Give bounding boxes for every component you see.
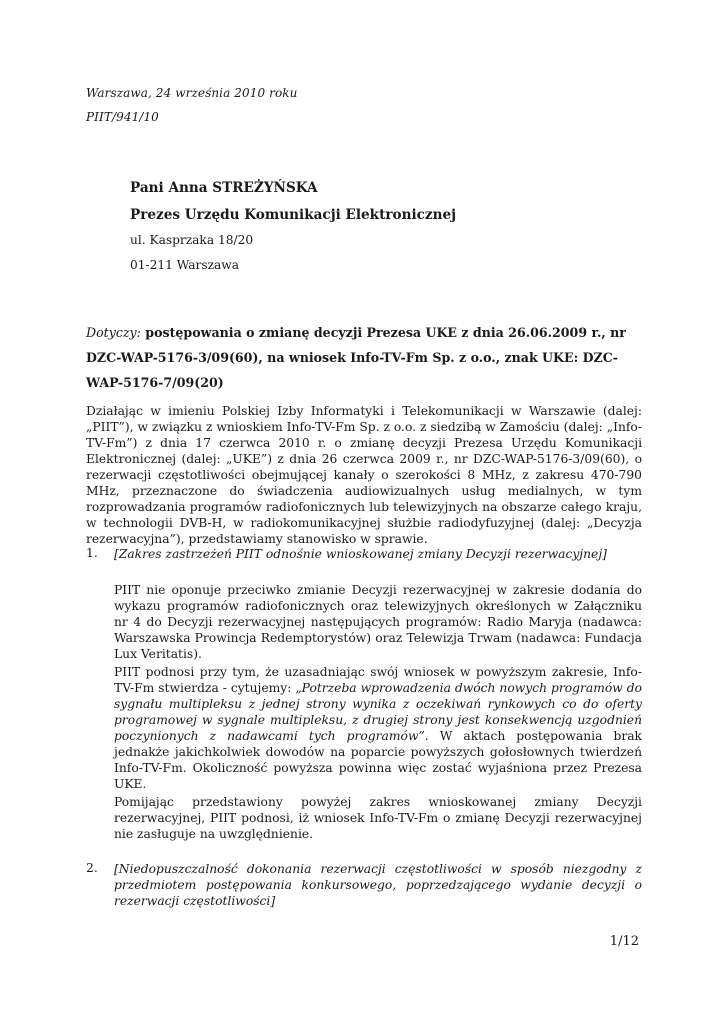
- place-date: Warszawa, 24 września 2010 roku: [86, 86, 298, 100]
- section-paragraph: PIIT nie oponuje przeciwko zmianie Decyzji rezerwacyjnej w zakresie dodania do wykazu programów radiofonicznych oraz telewizyjnych określonych w Załączniku nr 4 do Decyzji rezerwacyjnej następujących programów: Radio Maryja (nadawca: Warszawska Prowincja Redemptorystów) oraz Telewizja Trwam (nadawca: Fundacja Lux Veritatis).: [114, 583, 642, 661]
- intro-paragraph: Działając w imieniu Polskiej Izby Informatyki i Telekomunikacji w Warszawie (dalej: „PIIT”), w związku z wnioskiem Info-TV-Fm Sp. z o.o. z siedzibą w Zamościu (dalej: „Info-TV-Fm”) z dnia 17 czerwca 2010 r. o zmianę decyzji Prezesa Urzędu Komunikacji Elektronicznej (dalej: „UKE”) z dnia 26 czerwca 2009 r., nr DZC-WAP-5176-3/09(60), o rezerwacji częstotliwości obejmującej kanały o szerokości 8 MHz, z zakresu 470-790 MHz, przeznaczone do świadczenia audiowizualnych usług medialnych, w tym rozprowadzania programów radiofonicznych lub telewizyjnych na obszarze całego kraju, w technologii DVB-H, w radiokomunikacyjnej służbie radiodyfuzyjnej (dalej: „Decyzja rezerwacyjna”), przedstawiamy stanowisko w sprawie.: [86, 404, 642, 546]
- recipient-street: ul. Kasprzaka 18/20: [130, 233, 254, 247]
- section-number: 1.: [86, 546, 98, 560]
- reference-number: PIIT/941/10: [86, 110, 159, 124]
- section-number: 2.: [86, 861, 98, 875]
- section-paragraph: Pomijając przedstawiony powyżej zakres wnioskowanej zmiany Decyzji rezerwacyjnej, PIIT podnosi, iż wniosek Info-TV-Fm o zmianę Decyzji rezerwacyjnej nie zasługuje na uwzględnienie.: [114, 795, 642, 841]
- paragraph-text: PIIT podnosi przy tym, że uzasadniając swój wniosek w powyższym zakresie, Info-TV-Fm stwierdza - cytujemy:: [114, 665, 642, 695]
- quotation: „Potrzeba wprowadzenia dwóch nowych programów do sygnału multipleksu z jednej strony wynika z oczekiwań rynkowych co do oferty programowej w sygnale multipleksu, z drugiej strony jest konsekwencją uzgodnień poczynionych z nadawcami tych programów”: [114, 681, 642, 743]
- section-heading: [Zakres zastrzeżeń PIIT odnośnie wnioskowanej zmiany Decyzji rezerwacyjnej]: [114, 547, 607, 561]
- subject-line: [86, 320, 642, 395]
- section-paragraph-quote: [114, 664, 642, 792]
- subject-label: Dotyczy:: [86, 325, 141, 340]
- paragraph-text: . W aktach postępowania brak jednakże jakichkolwiek dowodów na poparcie powyższych gołosłownych twierdzeń Info-TV-Fm. Okoliczność powyższa powinna więc zostać wyjaśniona przez Prezesa UKE.: [114, 729, 642, 791]
- recipient-name: Pani Anna STREŻYŃSKA: [130, 180, 318, 196]
- section-heading: [Niedopuszczalność dokonania rezerwacji częstotliwości w sposób niezgodny z przedmiotem postępowania konkursowego, poprzedzającego wydanie decyzji o rezerwacji częstotliwości]: [114, 862, 642, 908]
- recipient-city: 01-211 Warszawa: [130, 258, 239, 272]
- recipient-title: Prezes Urzędu Komunikacji Elektronicznej: [130, 207, 457, 223]
- page-number: 1/12: [609, 934, 639, 949]
- subject-text: postępowania o zmianę decyzji Prezesa UKE z dnia 26.06.2009 r., nr DZC-WAP-5176-3/09(60), na wniosek Info-TV-Fm Sp. z o.o., znak UKE: DZC-WAP-5176-7/09(20): [86, 325, 626, 390]
